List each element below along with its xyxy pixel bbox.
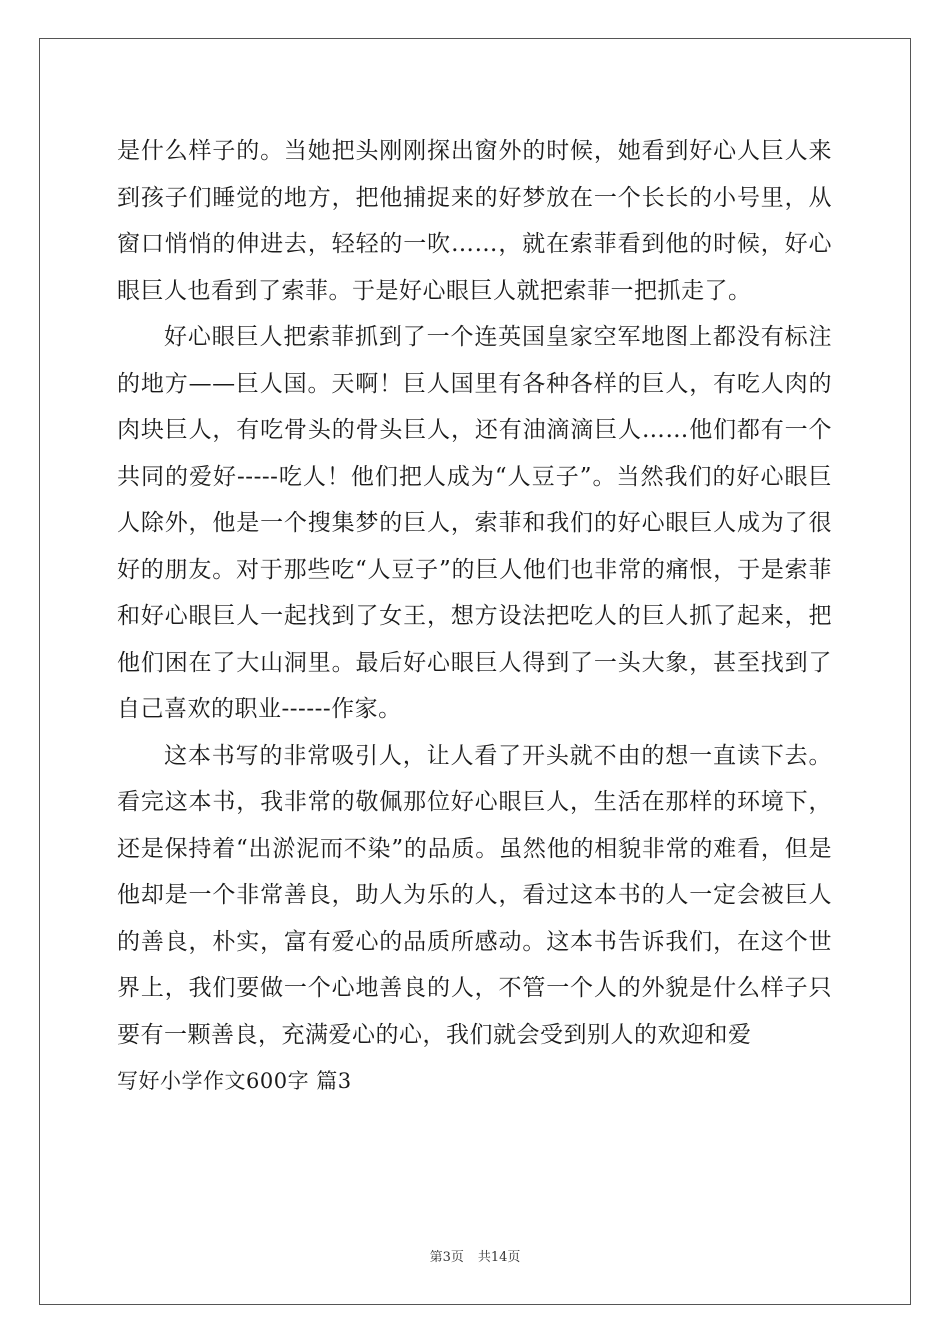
document-body	[117, 128, 832, 1104]
paragraph-3: 这本书写的非常吸引人，让人看了开头就不由的想一直读下去。看完这本书，我非常的敬佩那位好心眼巨人，生活在那样的环境下，还是保持着“出淤泥而不染”的品质。虽然他的相貌非常的难看，但是他却是一个非常善良，助人为乐的人，看过这本书的人一定会被巨人的善良，朴实，富有爱心的品质所感动。这本书告诉我们，在这个世界上，我们要做一个心地善良的人，不管一个人的外貌是什么样子只要有一颗善良，充满爱心的心，我们就会受到别人的欢迎和爱	[117, 742, 832, 1048]
paragraph-2: 好心眼巨人把索菲抓到了一个连英国皇家空军地图上都没有标注的地方——巨人国。天啊！巨人国里有各种各样的巨人，有吃人肉的肉块巨人，有吃骨头的骨头巨人，还有油滴滴巨人……他们都有一个共同的爱好-----吃人！他们把人成为“人豆子”。当然我们的好心眼巨人除外，他是一个搜集梦的巨人，索菲和我们的好心眼巨人成为了很好的朋友。对于那些吃“人豆子”的巨人他们也非常的痛恨，于是索菲和好心眼巨人一起找到了女王，想方设法把吃人的巨人抓了起来，把他们困在了大山洞里。最后好心眼巨人得到了一头大象，甚至找到了自己喜欢的职业------作家。	[117, 324, 832, 722]
section-heading: 写好小学作文600字 篇3	[117, 1069, 352, 1093]
page-total: 共14页	[477, 1250, 521, 1265]
page-number: 第3页	[429, 1250, 464, 1265]
paragraph-1: 是什么样子的。当她把头刚刚探出窗外的时候，她看到好心人巨人来到孩子们睡觉的地方，把他捕捉来的好梦放在一个长长的小号里，从窗口悄悄的伸进去，轻轻的一吹……，就在索菲看到他的时候，好心眼巨人也看到了索菲。于是好心眼巨人就把索菲一把抓走了。	[117, 138, 832, 304]
page-footer	[0, 1246, 950, 1265]
